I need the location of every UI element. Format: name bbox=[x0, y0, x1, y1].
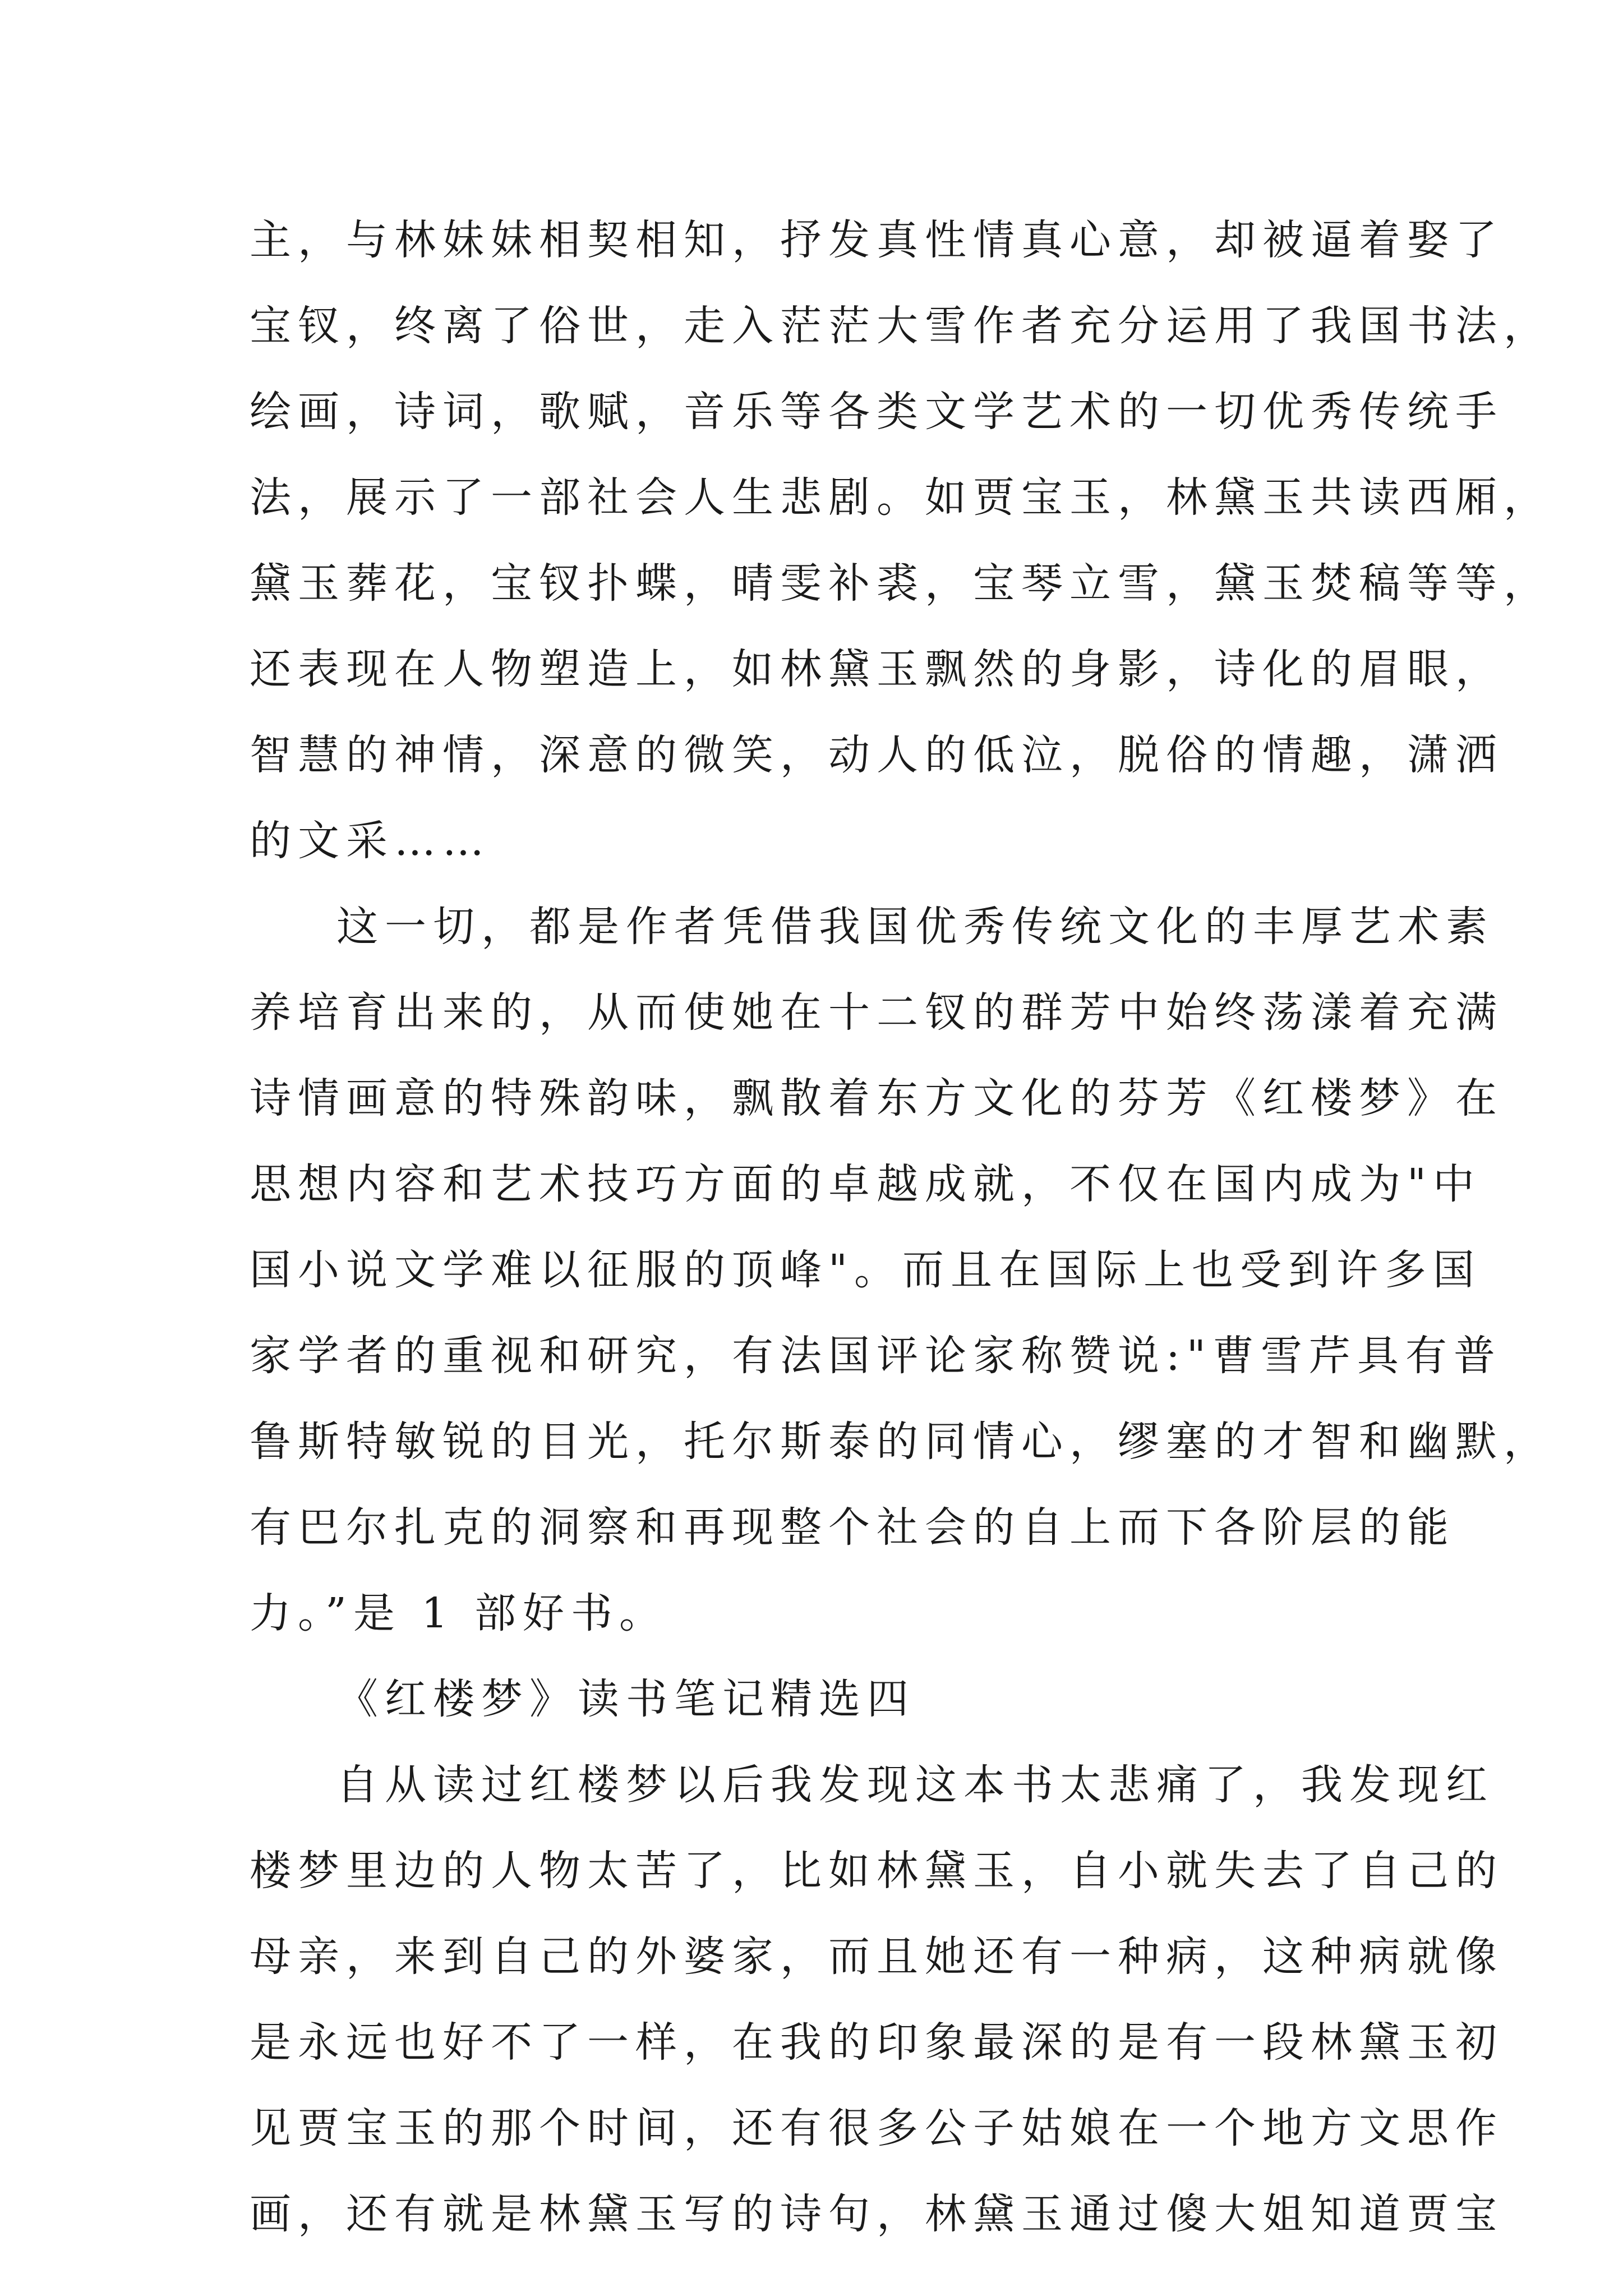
paragraph-start-line: 这一切，都是作者凭借我国优秀传统文化的丰厚艺术素 bbox=[336, 903, 1494, 951]
text-line: 力。”是 1 部好书。 bbox=[250, 1589, 667, 1637]
paragraph-start-line: 自从读过红楼梦以后我发现这本书太悲痛了，我发现红 bbox=[336, 1761, 1494, 1809]
text-line: 楼梦里边的人物太苦了，比如林黛玉，自小就失去了自己的 bbox=[250, 1847, 1504, 1895]
text-line: 画，还有就是林黛玉写的诗句，林黛玉通过傻大姐知道贾宝 bbox=[250, 2190, 1504, 2238]
text-line: 绘画，诗词，歌赋，音乐等各类文学艺术的一切优秀传统手 bbox=[250, 388, 1504, 436]
text-line: 法，展示了一部社会人生悲剧。如贾宝玉，林黛玉共读西厢， bbox=[250, 473, 1552, 522]
text-line: 国小说文学难以征服的顶峰"。而且在国际上也受到许多国 bbox=[250, 1246, 1482, 1294]
text-line: 黛玉葬花，宝钗扑蝶，晴雯补裘，宝琴立雪，黛玉焚稿等等， bbox=[250, 559, 1552, 608]
text-line: 见贾宝玉的那个时间，还有很多公子姑娘在一个地方文思作 bbox=[250, 2104, 1504, 2152]
text-line: 智慧的神情，深意的微笑，动人的低泣，脱俗的情趣，潇洒 bbox=[250, 731, 1504, 779]
text-line: 的文采…… bbox=[250, 817, 491, 865]
text-line: 家学者的重视和研究，有法国评论家称赞说:"曹雪芹具有普 bbox=[250, 1332, 1502, 1380]
text-line: 有巴尔扎克的洞察和再现整个社会的自上而下各阶层的能 bbox=[250, 1503, 1455, 1552]
text-line: 是永远也好不了一样，在我的印象最深的是有一段林黛玉初 bbox=[250, 2018, 1504, 2067]
text-line: 还表现在人物塑造上，如林黛玉飘然的身影，诗化的眉眼， bbox=[250, 645, 1504, 693]
text-line: 诗情画意的特殊韵味，飘散着东方文化的芬芳《红楼梦》在 bbox=[250, 1074, 1504, 1122]
text-line: 宝钗，终离了俗世，走入茫茫大雪作者充分运用了我国书法， bbox=[250, 302, 1552, 350]
text-line: 鲁斯特敏锐的目光，托尔斯泰的同情心，缪塞的才智和幽默， bbox=[250, 1418, 1552, 1466]
text-line: 养培育出来的，从而使她在十二钗的群芳中始终荡漾着充满 bbox=[250, 988, 1504, 1037]
text-line: 思想内容和艺术技巧方面的卓越成就，不仅在国内成为"中 bbox=[250, 1160, 1482, 1208]
section-heading: 《红楼梦》读书笔记精选四 bbox=[336, 1675, 915, 1723]
text-line: 母亲，来到自己的外婆家，而且她还有一种病，这种病就像 bbox=[250, 1932, 1504, 1981]
text-line: 主，与林妹妹相契相知，抒发真性情真心意，却被逼着娶了 bbox=[250, 216, 1504, 264]
